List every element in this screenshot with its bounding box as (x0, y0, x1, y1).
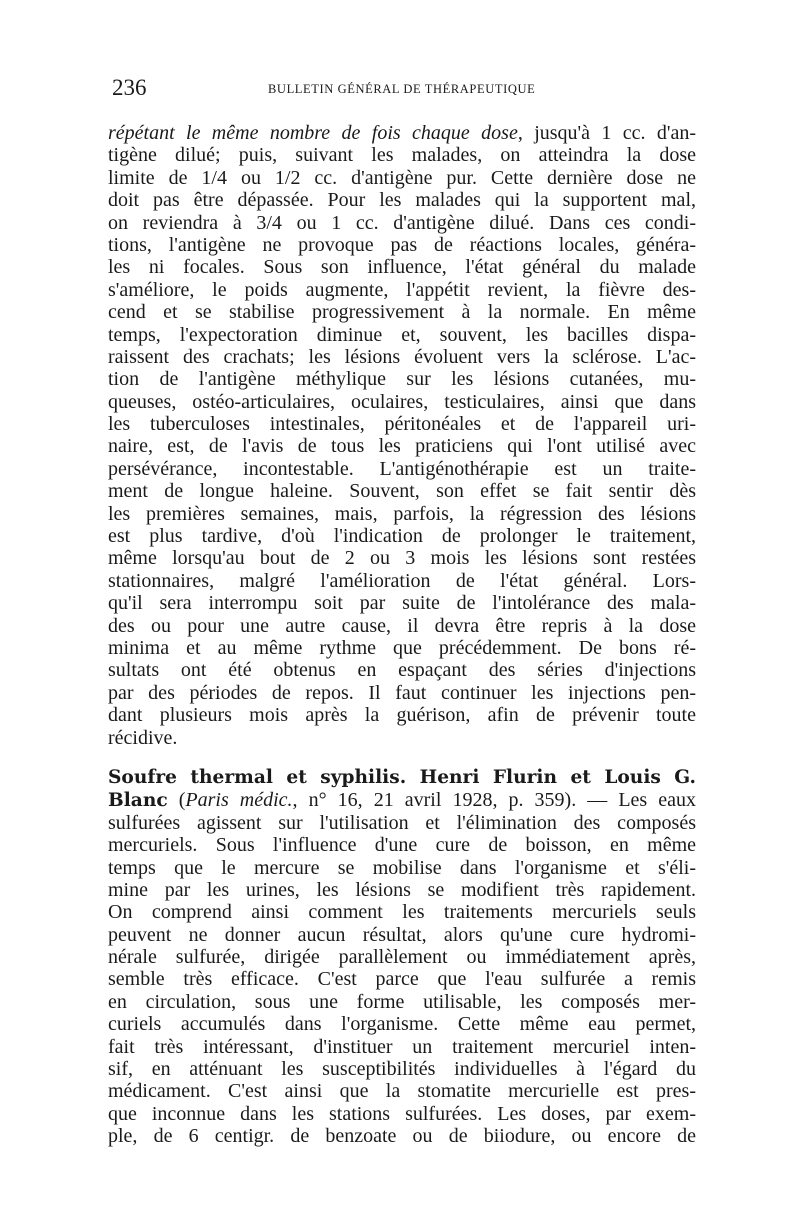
text-line: limite de 1/4 ou 1/2 cc. d'antigène pur. Cette dernière dose ne (108, 166, 696, 189)
text-line: médicament. C'est ainsi que la stomatite mercurielle est pres- (108, 1080, 696, 1103)
text-line: s'améliore, le poids augmente, l'appétit revient, la fièvre des- (108, 278, 696, 301)
text-line: mercuriels. Sous l'influence d'une cure de boisson, en même (108, 834, 696, 857)
text-line: sultats ont été obtenus en espaçant des séries d'injections (108, 659, 696, 682)
text-line: fait très intéressant, d'instituer un traitement mercuriel inten- (108, 1035, 696, 1058)
text-line: dant plusieurs mois après la guérison, afin de prévenir toute (108, 704, 696, 727)
citation-rest: , n° 16, 21 avril 1928, p. 359). — Les eaux (292, 789, 696, 812)
text-line: semble très efficace. C'est parce que l'eau sulfurée a remis (108, 968, 696, 991)
text-line: tigène dilué; puis, suivant les malades, on atteindra la dose (108, 144, 696, 167)
text-line: peuvent ne donner aucun résultat, alors qu'une cure hydromi- (108, 923, 696, 946)
text-line: tions, l'antigène ne provoque pas de réactions locales, généra- (108, 233, 696, 256)
line-continuation: , jusqu'à 1 cc. d'an- (517, 122, 696, 144)
running-head (112, 76, 700, 100)
text-line: qu'il sera interrompu soit par suite de l'intolérance des mala- (108, 592, 696, 615)
text-line: sif, en atténuant les susceptibilités individuelles à l'égard du (108, 1058, 696, 1081)
text-line: que inconnue dans les stations sulfurées. Les doses, par exem- (108, 1102, 696, 1125)
text-line: curiels accumulés dans l'organisme. Cette même eau permet, (108, 1013, 696, 1036)
text-line: les premières semaines, mais, parfois, la régression des lésions (108, 502, 696, 525)
page-number: 236 (112, 75, 147, 100)
journal-citation-italic: Paris médic. (185, 789, 293, 812)
text-line: stationnaires, malgré l'amélioration de l'état général. Lors- (108, 569, 696, 592)
text-line: récidive. (108, 726, 178, 749)
text-line: naire, est, de l'avis de tous les praticiens qui l'ont utilisé avec (108, 435, 696, 458)
text-line: cend et se stabilise progressivement à la normale. En même (108, 301, 696, 324)
author-name-bold: Blanc (108, 790, 168, 812)
body-text (108, 122, 696, 1148)
text-line: temps, l'expectoration diminue et, souvent, les bacilles dispa- (108, 323, 696, 346)
text-line: nérale sulfurée, dirigée parallèlement ou immédiatement après, (108, 946, 696, 969)
journal-title: BULLETIN GÉNÉRAL DE THÉRAPEUTIQUE (268, 82, 536, 96)
text-line: raissent des crachats; les lésions évoluent vers la sclérose. L'ac- (108, 345, 696, 368)
text-line: On comprend ainsi comment les traitements mercuriels seuls (108, 901, 696, 924)
text-line (108, 789, 696, 811)
text-line: en circulation, sous une forme utilisable, les composés mer- (108, 990, 696, 1013)
paragraph-spacer (108, 749, 696, 767)
text-line: queuses, ostéo-articulaires, oculaires, testiculaires, ainsi que dans (108, 390, 696, 413)
text-line (108, 122, 696, 144)
citation-open: ( (167, 789, 186, 812)
text-line: tion de l'antigène méthylique sur les lésions cutanées, mu- (108, 368, 696, 391)
text-line: ment de longue haleine. Souvent, son effet se fait sentir dès (108, 480, 696, 503)
text-line: minima et au même rythme que précédemment. De bons ré- (108, 636, 696, 659)
text-line: les ni focales. Sous son influence, l'état général du malade (108, 256, 696, 279)
text-line: par des périodes de repos. Il faut continuer les injections pen- (108, 681, 696, 704)
text-line: on reviendra à 3/4 ou 1 cc. d'antigène dilué. Dans ces condi- (108, 211, 696, 234)
section-soufre-thermal (108, 767, 696, 1148)
text-line: même lorsqu'au bout de 2 ou 3 mois les lésions sont restées (108, 547, 696, 570)
paragraph-antigen-treatment (108, 122, 696, 749)
text-line: mine par les urines, les lésions se modifient très rapidement. (108, 878, 696, 901)
text-line: les tuberculoses intestinales, péritonéales et de l'appareil uri- (108, 413, 696, 436)
text-line: sulfurées agissent sur l'utilisation et l'élimination des composés (108, 811, 696, 834)
text-line: persévérance, incontestable. L'antigénothérapie est un traite- (108, 457, 696, 480)
section-heading: Soufre thermal et syphilis. Henri Flurin et Louis G. (108, 766, 696, 788)
text-line: des ou pour une autre cause, il devra être repris à la dose (108, 614, 696, 637)
text-line: temps que le mercure se mobilise dans l'organisme et s'éli- (108, 856, 696, 879)
text-line: doit pas être dépassée. Pour les malades qui la supportent mal, (108, 189, 696, 212)
text-line: ple, de 6 centigr. de benzoate ou de biiodure, ou encore de (108, 1125, 696, 1148)
italic-phrase: répétant le même nombre de fois chaque dose (108, 122, 518, 144)
text-line: est plus tardive, d'où l'indication de prolonger le traitement, (108, 525, 696, 548)
